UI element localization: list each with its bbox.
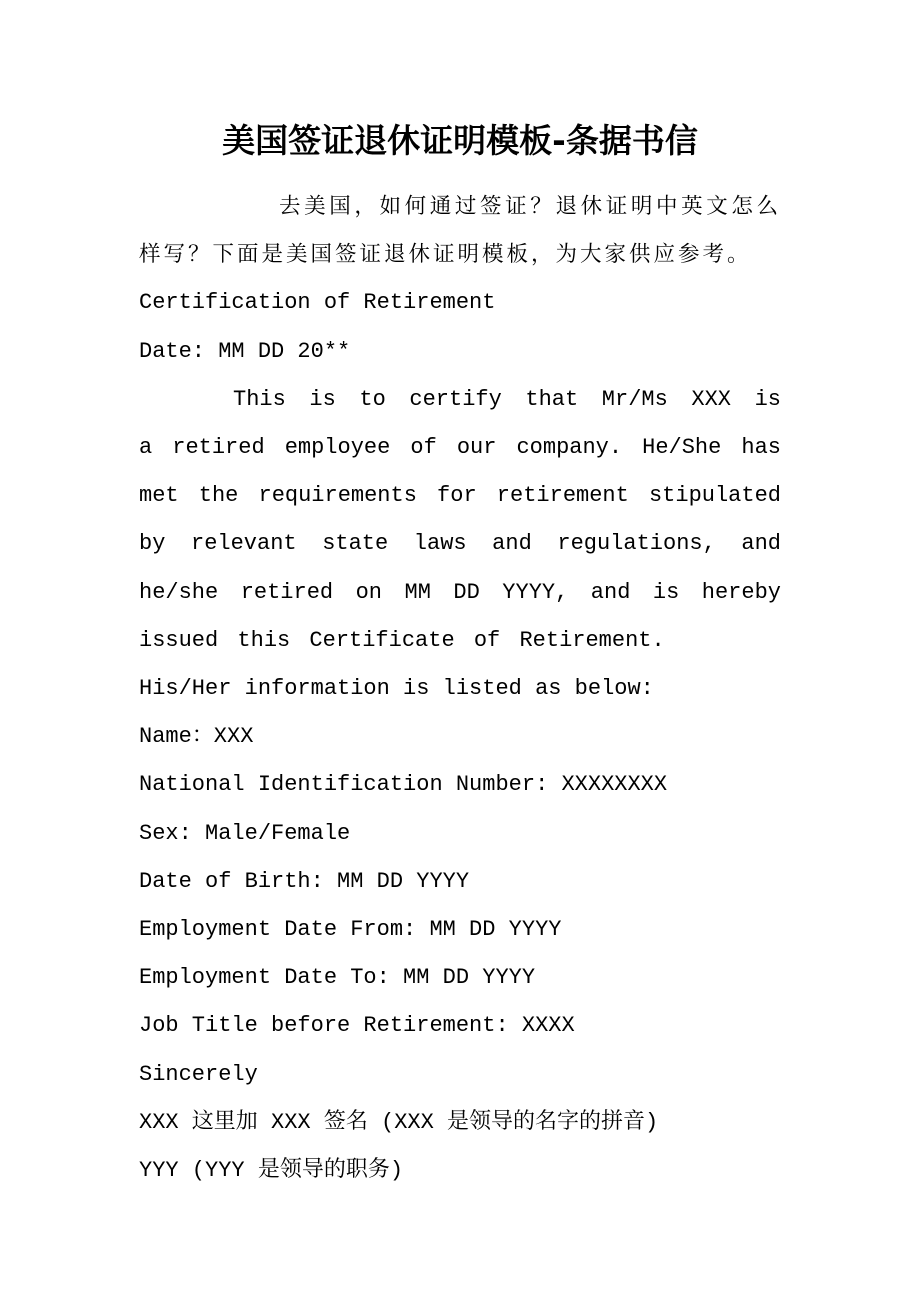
field-name: Name：XXX xyxy=(139,724,254,750)
date-line: Date: MM DD 20** xyxy=(139,338,351,364)
field-employment-from: Employment Date From: MM DD YYYY xyxy=(139,917,562,943)
field-national-id: National Identification Number: XXXXXXXX xyxy=(139,772,668,798)
document-title: 美国签证退休证明模板-条据书信 xyxy=(222,121,698,160)
certificate-heading: Certification of Retirement xyxy=(139,290,496,316)
closing-line: Sincerely xyxy=(139,1061,258,1087)
field-date-of-birth: Date of Birth: MM DD YYYY xyxy=(139,868,470,894)
info-intro: His/Her information is listed as below: xyxy=(139,676,654,702)
field-sex: Sex: Male/Female xyxy=(139,820,351,846)
field-job-title: Job Title before Retirement: XXXX xyxy=(139,1013,575,1039)
intro-paragraph: 去美国，如何通过签证？退休证明中英文怎么样写？下面是美国签证退休证明模板，为大家供应参考。 xyxy=(139,194,781,268)
document-body xyxy=(139,183,781,1195)
certify-paragraph: This is to certify that Mr/Ms XXX is a retired employee of our company. He/She has met the requirements for retirement stipulated by relevant state laws and regulations, and he/she retired on MM DD YYYY, and is hereby issued this Certificate of Retirement. xyxy=(139,386,781,653)
position-line: YYY (YYY 是领导的职务) xyxy=(139,1158,404,1184)
signature-line: XXX 这里加 XXX 签名 (XXX 是领导的名字的拼音) xyxy=(139,1109,659,1135)
field-employment-to: Employment Date To: MM DD YYYY xyxy=(139,965,536,991)
